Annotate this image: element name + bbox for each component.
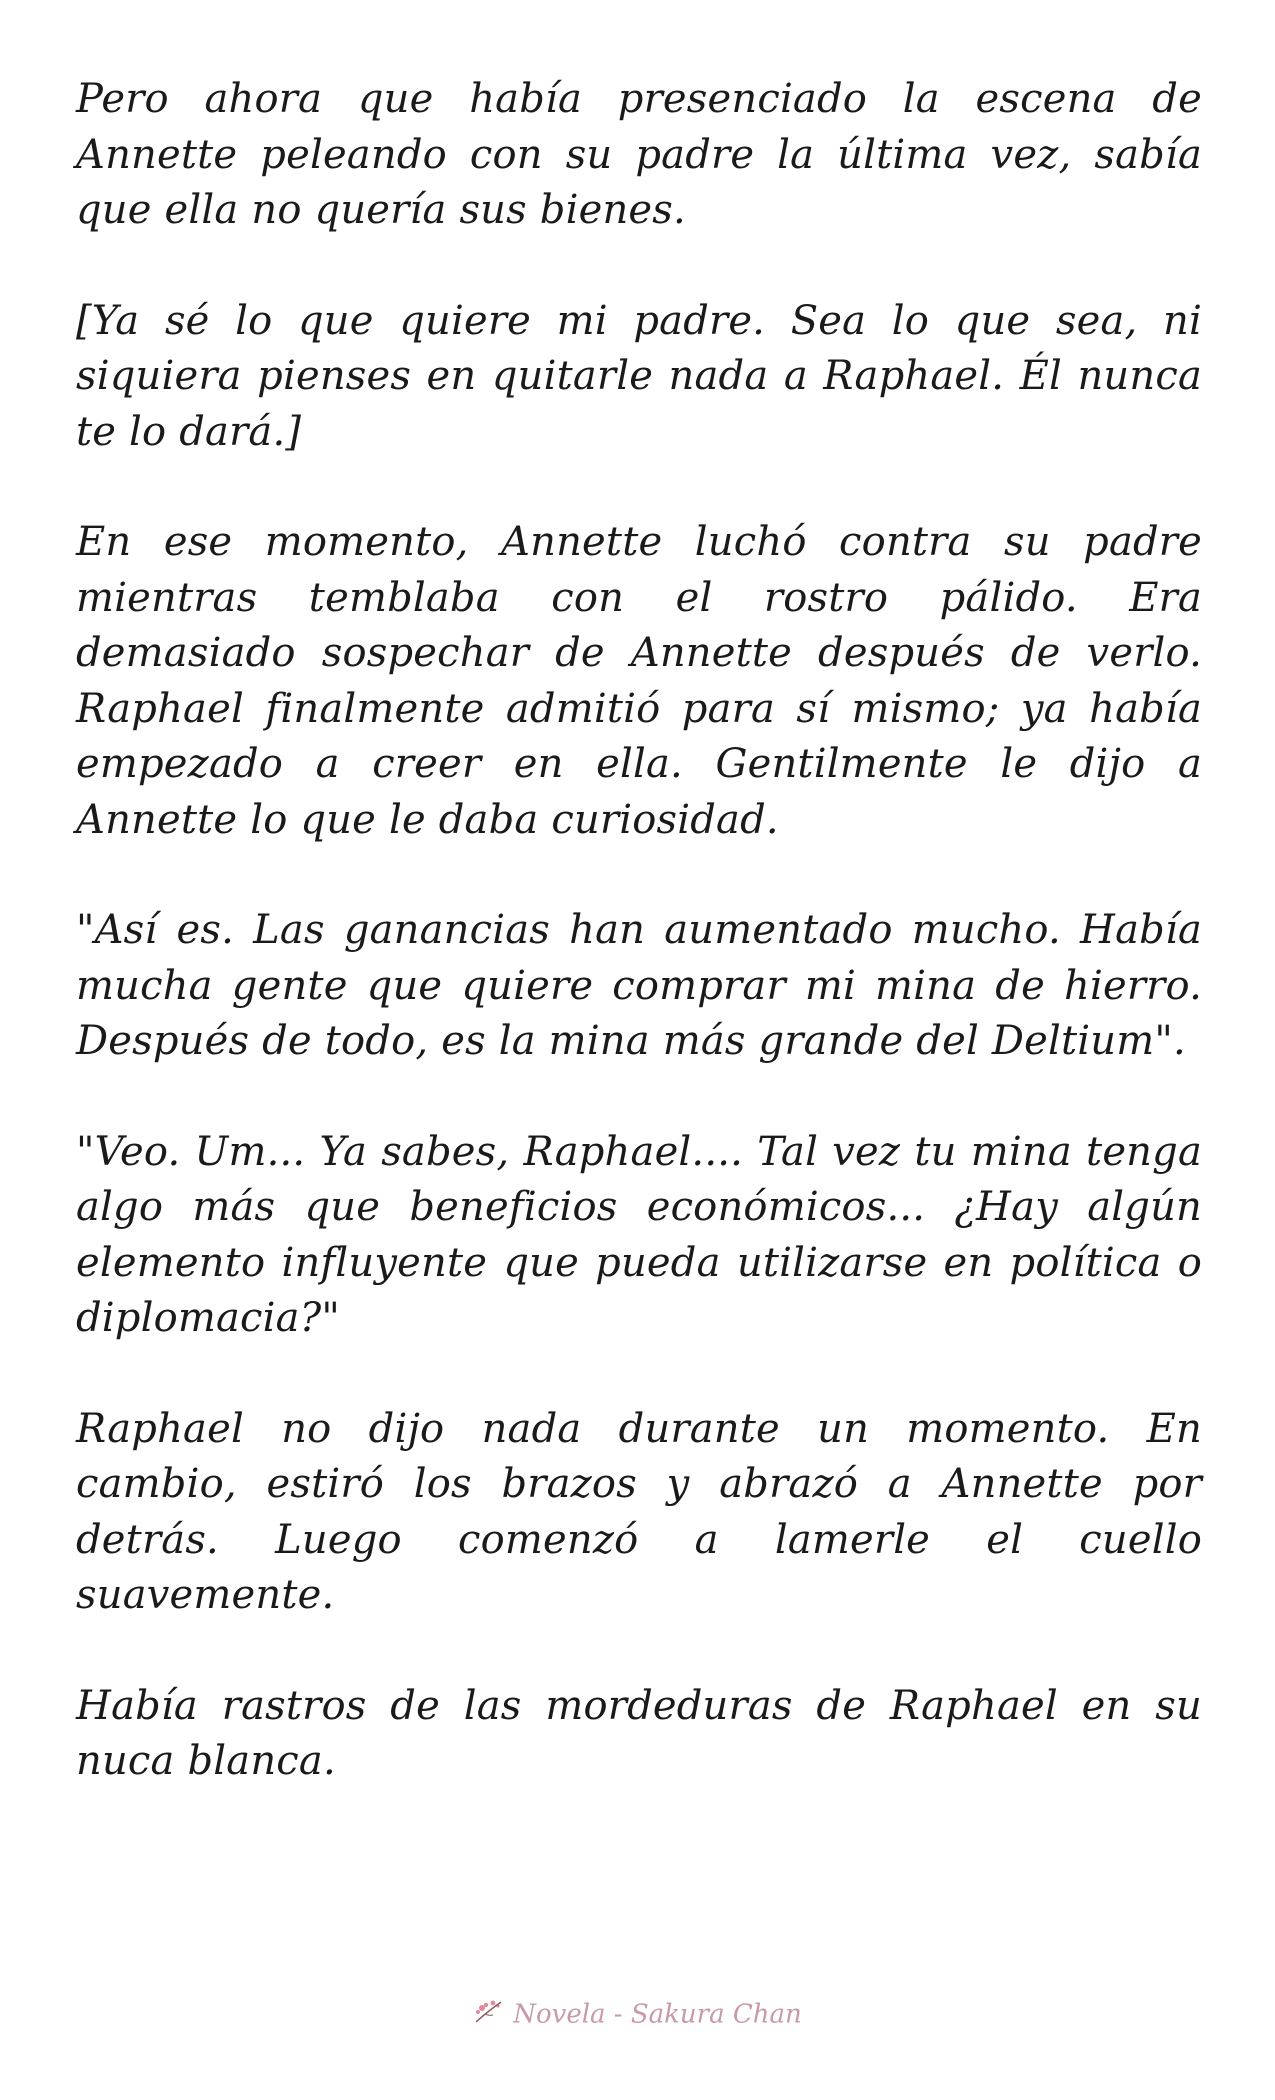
- paragraph-4: "Así es. Las ganancias han aumentado mucho. Había mucha gente que quiere comprar mi mina de hierro. Después de todo, es la mina más grande del Deltium".: [76, 907, 1202, 1064]
- paragraph-7: Había rastros de las mordeduras de Raphael en su nuca blanca.: [76, 1682, 1202, 1784]
- paragraph-3: En ese momento, Annette luchó contra su padre mientras temblaba con el rostro pálido. Era demasiado sospechar de Annette después de verlo. Raphael finalmente admitió para sí mismo; ya había empezado a creer en ella. Gentilmente le dijo a Annette lo que le daba curiosidad.: [76, 519, 1202, 843]
- paragraph-2: [Ya sé lo que quiere mi padre. Sea lo que sea, ni siquiera pienses en quitarle nada a Raphael. Él nunca te lo dará.]: [76, 297, 1202, 455]
- document-body: [76, 72, 1202, 1845]
- paragraph-5: "Veo. Um... Ya sabes, Raphael.... Tal vez tu mina tenga algo más que beneficios económicos... ¿Hay algún elemento influyente que pueda utilizarse en política o diplomacia?": [76, 1128, 1202, 1341]
- paragraph-1: Pero ahora que había presenciado la escena de Annette peleando con su padre la última vez, sabía que ella no quería sus bienes.: [76, 76, 1202, 233]
- paragraph-6: Raphael no dijo nada durante un momento. En cambio, estiró los brazos y abrazó a Annette por detrás. Luego comenzó a lamerle el cuello suavemente.: [76, 1405, 1202, 1618]
- watermark-text: Novela - Sakura Chan: [513, 1999, 802, 2030]
- cherry-blossom-icon: [473, 1998, 507, 2033]
- watermark: [0, 1998, 1275, 2033]
